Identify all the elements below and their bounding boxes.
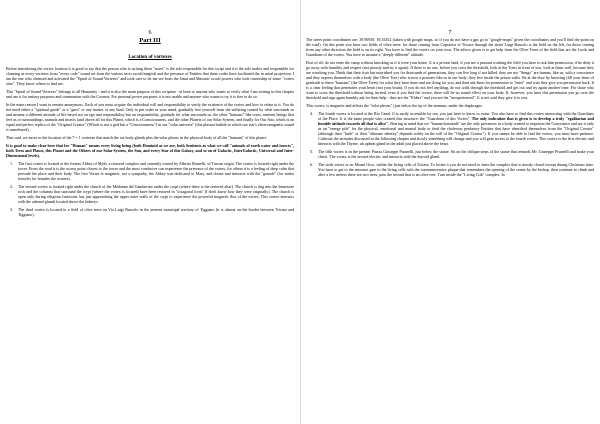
list-text: The third vortex is located in a field of olive trees on Via Luigi Rasoolo in the present municipal territory of Tiggiano (it is almost on the border between Tricase and Tiggiano).: [18, 207, 294, 217]
list-text: The first vortex is located at the former Abbey of Myth, a restored complex and currently owned by Alberto Brunelli, of Tuscan origin. The vortex is located right under the tower. From the road it is the access point closest to the tower and the most conducive can experience the presence of the vortex, for others it is a feeling of deep calm that pervade the place and their body. The first Vortex is magnetic, not a sympathy, the Abbey was dedicated to Mary, and cleans and interacts with the "gonads" (for males testicles for females the ovaries).: [18, 161, 294, 181]
coordinates-paragraph: The street point coordinates are: 39.90958, 18.35452 (taken with google maps, so if you do not have a gps go to "google-maps" given the coordinates and you'll find the point on the road). On this point you have two fields of olive trees: for those coming from Caprarica of Tricase through the street Luigi Rasoolo is the field on the left, for those coming from any other direction the field is on its right. You have to find the vortex on your own. The advice given is to get help from the Olive Trees of the field that are the Lords and Guardians of the vortex. You have to assume a "deeply different" attitude.: [306, 37, 594, 57]
list-item: [10, 161, 294, 181]
human-definition-paragraph: It is good to make clear here that for "Human" means every living being (both Hominid as we are, both Sentients as what we call "animals of earth water and insects", both Trees and Plants, this Planet and the Others of our Solar System, the Sun, and every Star of this Galaxy, and so on of Galactic, InterGalactic, Universal and Inter-Dimensional levels).: [6, 143, 294, 158]
right-page: [300, 0, 600, 424]
list-text: The fourth vortex is located at the Rio Canal. It is easily accessible by sea, you just have to know to swim. You also have to find this vortex interacting with the Guardians of the Place. It is the same people who created this structure: the "Guardians of this Vortex".: [318, 111, 594, 121]
list-item: [10, 184, 294, 204]
list-item: [310, 162, 594, 177]
page-number: 7: [448, 30, 452, 36]
list-number: 2.: [10, 184, 13, 189]
list-item: [10, 207, 294, 217]
list-text: The second vortex is located right under the church of the Madonna del Gamberino under the crypt (where there is the restored altar). The church is dug into the limestone rock and the columns that surround the crypt (where the vortex is located) have been restored in "octagonal form" (I don't know how they were originally). The church is open only during religious functions, but just approaching the upper outer walls of the crypt to experience the powerful magnetic flux of the vortex. This vortex interacts with the adrenal glands located above the kidneys.: [18, 184, 294, 204]
anonymity-paragraph: In the main reason I want to remain anonymous. Each of you must acquire the individual will and responsibility to verify the existence of the vortex and how to relate to it. You do not need either a "spiritual guide" or a "guru" or any master of any kind. Only to put order in your mind, gradually free yourself from the suffering caused by what surrounds us and assume a different attitude of life based not on ego and responsibility but on responsibility, gratitude for what surrounds us: the other "humans" like roses, sentient beings that feel us or surroundings, animals and insects (and above all for this Planet, which is a Consciousness, and the other Planets of our Solar System, and finally for Our Star, which is an equal and perfect replica of the "Original Creator" (Which is not a god but a "Consciousness") in our "solar universe" (this plasma bubble in which our star's electromagnetic sound is manifested).: [6, 102, 294, 132]
solar-plexus-paragraph: This vortex, is magnetic and affects the "solar plexus" (just below the tip of the sternum, under the diaphragm.: [306, 103, 483, 108]
list-text-bold: The only indication that is given is to develop a truly "egalitarian and humble attitude towards all that is alive".: [318, 116, 595, 126]
list-number: 1.: [10, 161, 13, 166]
vortex-list-right: [306, 111, 594, 177]
list-number: 6.: [310, 162, 313, 167]
list-text: The fifth vortex is in the present Piazza Giuseppe Pisanelli, just below the statue. Sit on the oblique steps of the statue that reminds Mr. Giuseppe Pisanelli and make your check. The vortex is the second electric and interacts with the thyroid gland.: [318, 149, 594, 159]
list-number: 5.: [310, 149, 313, 154]
section-title: Location of vortexes: [128, 55, 172, 60]
list-item: [310, 149, 594, 159]
location-intro-paragraph: That said, we move to the location of the 7 + 1 vortexes that match the six body glands plus the solar plexus in the physical body of all the "humans" of this planet.: [6, 135, 267, 140]
part-title: Part III: [139, 37, 161, 44]
list-text: The sixth vortex is on Mount Orco, within the living cells of Tricase. To locate it you do not need to enter the complex that is mostly closed except during Christmas time. You have to get to the entrance gate to the living cells with the commemorative plaque that remembers the opening of the center by the bishop, then continue to climb and after a few meters there are two trees, pass the second that is an olive tree. Turn inside the "Living Crib" complex. In: [318, 162, 594, 177]
list-number: 3.: [10, 207, 13, 212]
spiral-paragraph: This "Spiral of Sound Vortexes" belongs to all Humanity - and it is also the main purpose of this scripture - at least to anyone who wants to verify what I am writing in this chapter and use it for unitary purposes and communion with the Cosmos. For personal power purposes it is not usable and anyone who wants to try it is free to do so.: [6, 89, 294, 99]
list-item: [310, 111, 595, 146]
list-text: This vortex is the first electric and interacts with the Thyme, uh upbeat gland in the adult just placed above the heart.: [318, 136, 594, 146]
permission-paragraph: First of all, do not enter the camp without knocking as if it were your home. It is a private land, if you see a peasant working the field you have to ask him permission, if he deny it go away with humility and respect (not piously and try it again). If there is no one, before you cross the threshold, look at the Trees in front of you, look at them well, because they are watching you. Think that their fruit has nourished you for thousands of generations, they can live long if not killed, they are not "things" are human, like us, with a conscience and they express themselves with a body (the Olive Tree) who is now a prisoner like us in our body: they live inside the prison walls. Be at the door by knowing (fill your heart of gratitude to these "humans" (the Olive Trees) for what they have done and are doing for you, and then ask them for permission to "enter" and wait they give you permission back. It is a clear feeling that penetrates your heart (not your brain). If you do not feel anything, do not walk through the threshold and get out and try again another time. For those who want to cross the threshold without being invited, even if you find the vortex, there will be no sound effect on your body. If, however, you have this permission you go over the threshold and sign again humbly ask for their help - they are the "Elders" and you are the "inexperienced". It is not said they give it to you.: [306, 60, 595, 100]
list-number: 4.: [310, 111, 313, 116]
intro-paragraph: Before introducing the vortex location it is good to say that the person who is writing these "notes" is the sole responsible for this script and it is the sole maker and responsible for claiming as every vortexes from "every code" sound set from the various sects occult/magical and the presence of Entities that these codes have facilitated the in astral projection. I am the one who cleansed and activated the "Spiral of Sound Vortexes" and took care to let me see from the Janut and Masonic occult powers who took ownership of some "vortex sites". They know where to find me.: [6, 66, 294, 86]
list-text: Bearing in mind that we "human hominids" are the only presences in a body created to imprison the Conscience and are it only as an "energy pile" for the physical, emotional and mental body to feed the cholerous predatory Entities that have identified themselves from the "Original Creator" (although their "birth" or their "ultimate identity" depends solely on the will of the "Original Creator"). If you cannot be able to find the vortex, you must have patience. Cultivate the attitudes discussed in the following chapter and slowly something will change and you will gain access to the fourth vortex.: [318, 121, 595, 141]
vortex-list-left: [6, 161, 294, 217]
page-number: 6: [148, 30, 152, 36]
